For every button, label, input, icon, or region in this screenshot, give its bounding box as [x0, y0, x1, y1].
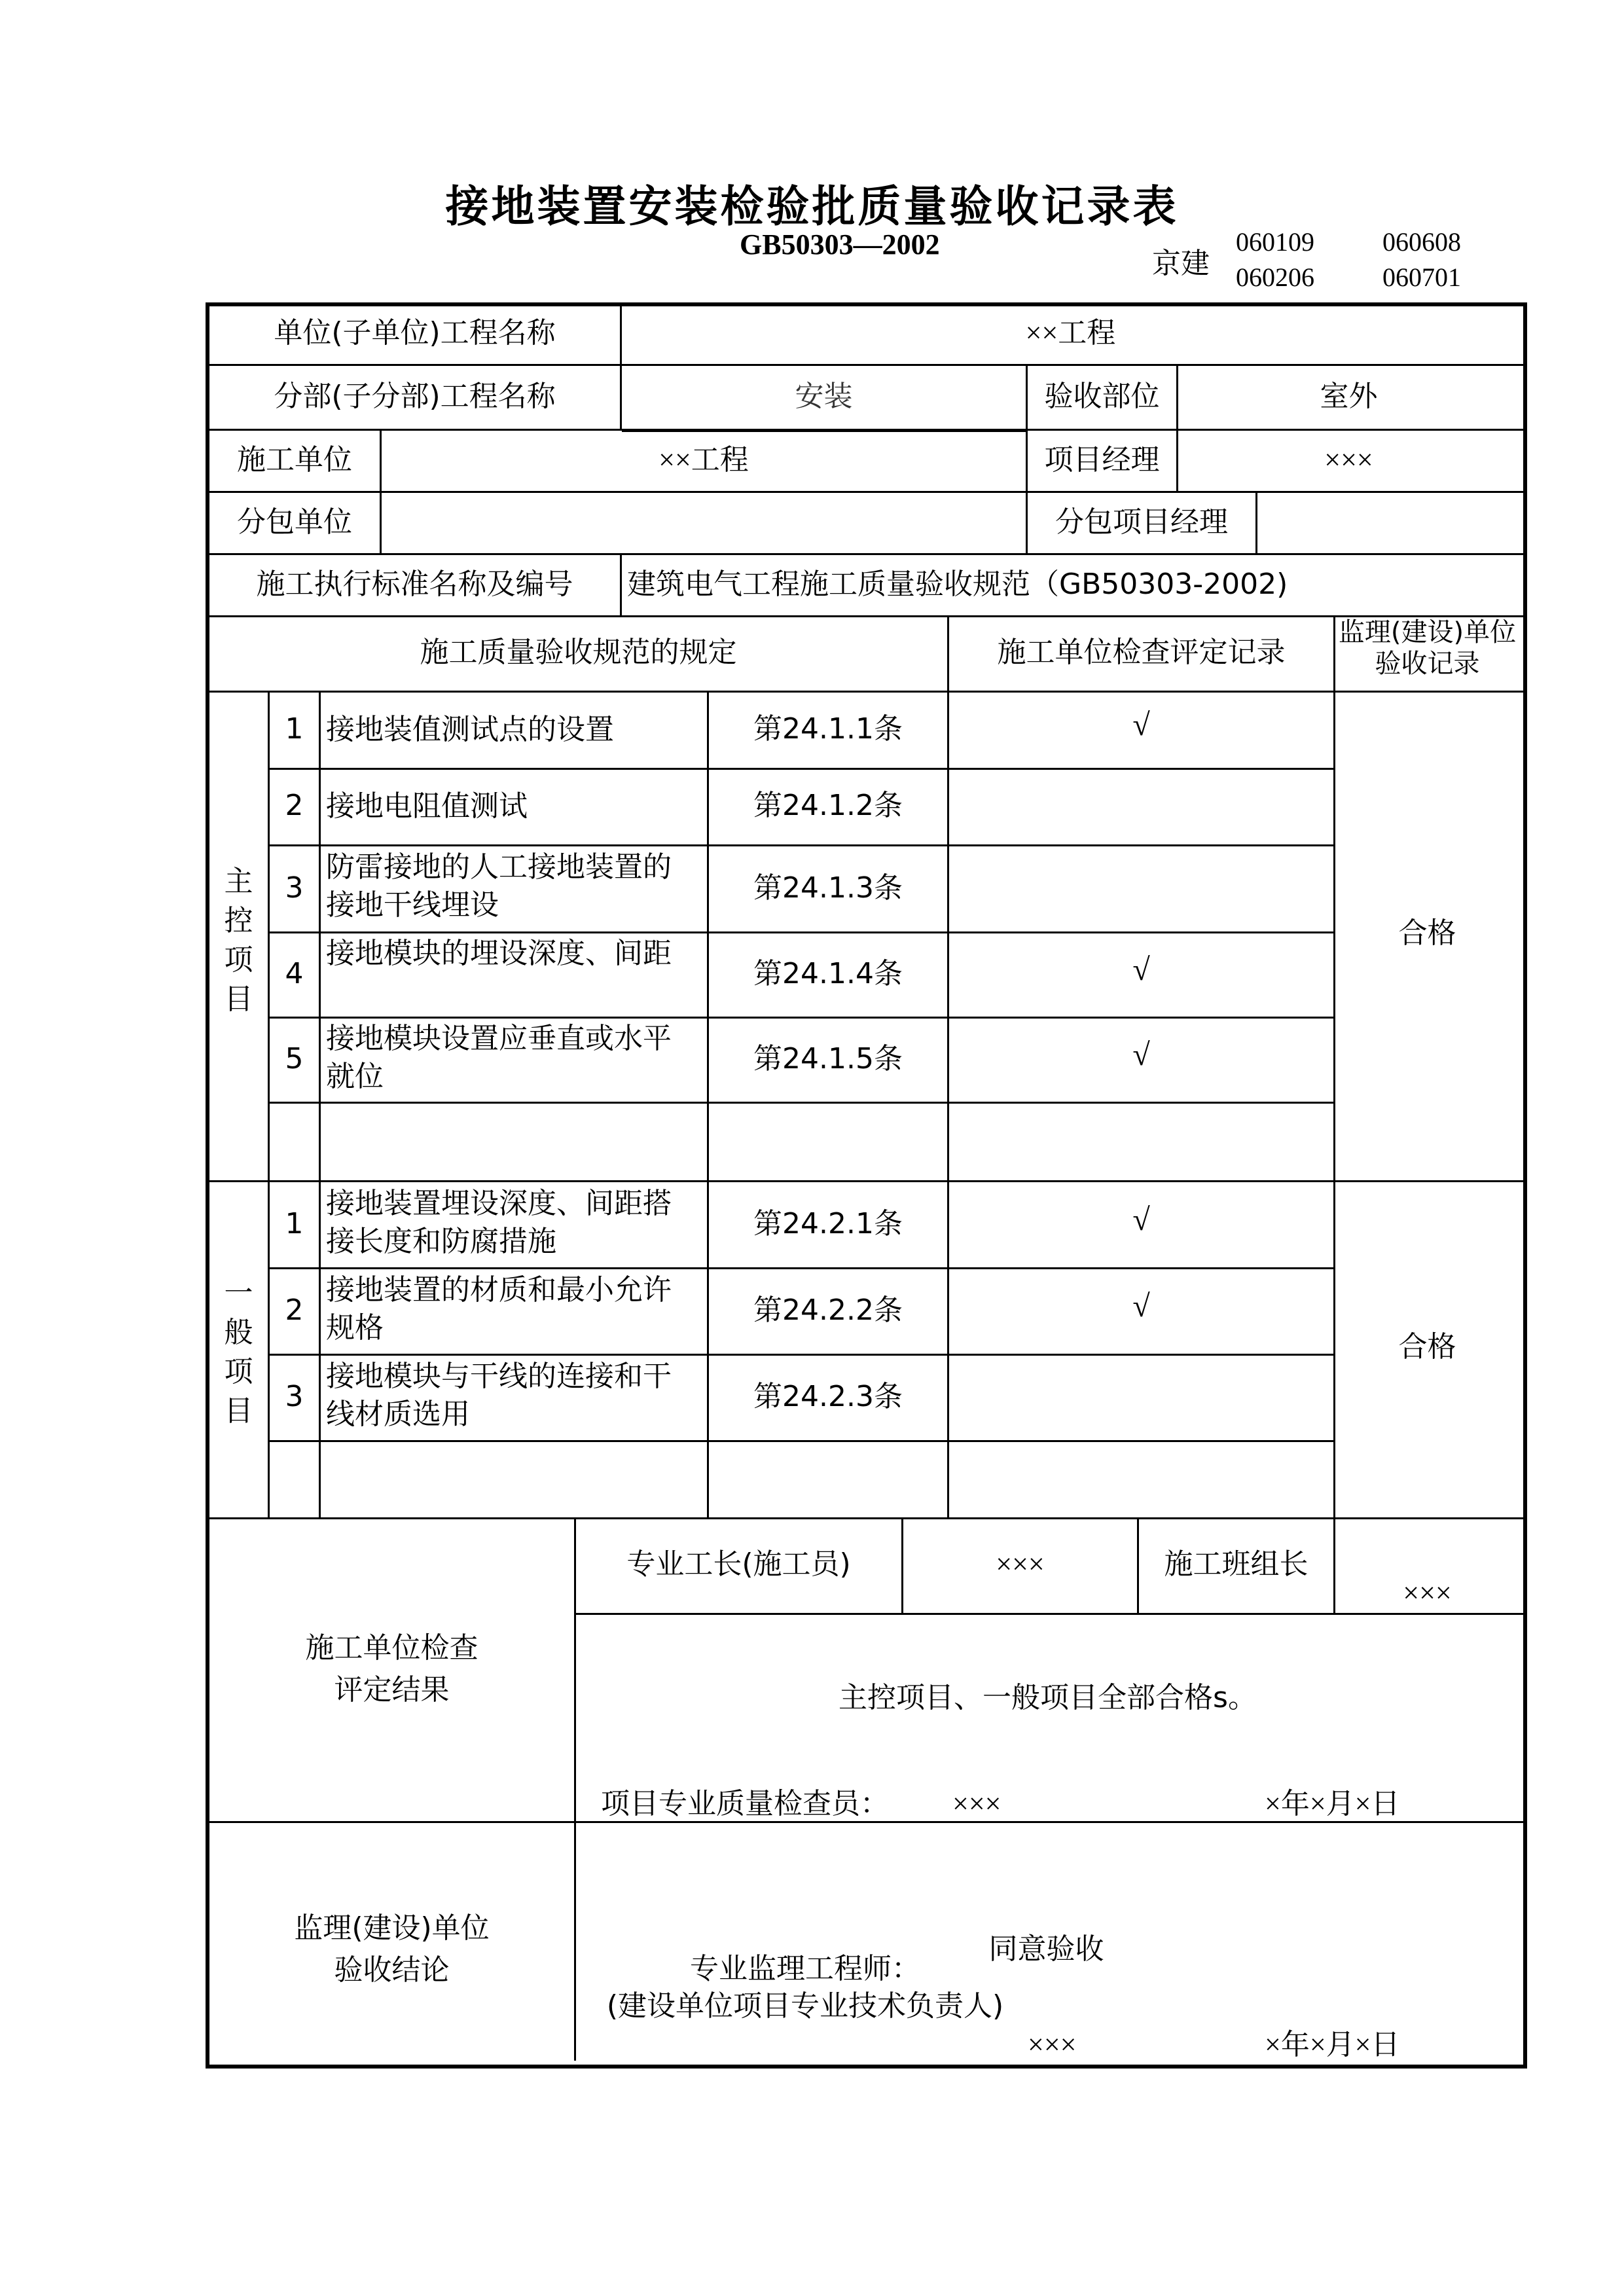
clause-ref: 第24.1.3条 — [753, 871, 903, 905]
row-number: 1 — [285, 712, 304, 746]
quality-inspector-label: 项目专业质量检查员： — [601, 1787, 889, 1820]
supervision-result-text: 同意验收 — [988, 1932, 1104, 1966]
general-items-label: 一 般 项 目 — [224, 1276, 253, 1428]
row-number: 1 — [285, 1207, 304, 1240]
construction-unit-label: 施工单位 — [237, 443, 352, 477]
standard-code: GB50303—2002 — [740, 228, 940, 261]
spec-column-header: 施工质量验收规范的规定 — [420, 636, 737, 669]
sub-project-value: 安装 — [795, 380, 853, 413]
row-number: 2 — [285, 1293, 304, 1327]
item-text: 接地模块与干线的连接和干线材质选用 — [326, 1360, 672, 1431]
supervision-conclusion-label: 监理(建设)单位 验收结论 — [294, 1911, 490, 1987]
form-title: 接地装置安装检验批质量验收记录表 — [445, 181, 1179, 232]
supervision-date: ×年×月×日 — [1265, 2029, 1400, 2061]
acceptance-part-value: 室外 — [1320, 380, 1378, 413]
sub-project-manager-label: 分包项目经理 — [1055, 505, 1228, 539]
supervising-engineer-value: ××× — [1028, 2029, 1077, 2061]
clause-ref: 第24.1.5条 — [753, 1042, 903, 1075]
check-mark: √ — [1132, 1289, 1150, 1324]
clause-ref: 第24.2.2条 — [753, 1293, 903, 1327]
team-leader-label: 施工班组长 — [1164, 1547, 1308, 1581]
item-text: 接地模块设置应垂直或水平就位 — [326, 1022, 672, 1093]
check-mark: √ — [1132, 1038, 1150, 1072]
standard-value: 建筑电气工程施工质量验收规范（GB50303-2002) — [627, 568, 1288, 601]
clause-ref: 第24.1.2条 — [753, 789, 903, 822]
quality-inspector-value: ××× — [952, 1788, 1001, 1820]
item-text: 接地装值测试点的设置 — [326, 713, 614, 746]
item-text: 接地电阻值测试 — [326, 789, 528, 823]
project-manager-value: ××× — [1324, 444, 1373, 476]
inspection-date: ×年×月×日 — [1265, 1788, 1400, 1820]
form-number: 060206 — [1236, 262, 1314, 292]
row-number: 2 — [285, 789, 304, 822]
tech-lead-label: (建设单位项目专业技术负责人) — [606, 1989, 1004, 2023]
project-manager-label: 项目经理 — [1044, 443, 1160, 477]
check-record-column-header: 施工单位检查评定记录 — [997, 636, 1286, 669]
standard-label: 施工执行标准名称及编号 — [256, 568, 573, 601]
supervising-engineer-label: 专业监理工程师： — [690, 1952, 920, 1985]
supervision-column-header: 监理(建设)单位验收记录 — [1338, 617, 1517, 679]
construction-unit-value: ××工程 — [659, 444, 749, 476]
unit-project-label: 单位(子单位)工程名称 — [274, 316, 556, 350]
unit-project-value: ××工程 — [1025, 317, 1116, 349]
sub-project-label: 分部(子分部)工程名称 — [274, 380, 556, 413]
item-text: 接地装置的材质和最小允许规格 — [326, 1273, 672, 1345]
main-items-label: 主 控 项 目 — [224, 865, 253, 1016]
clause-ref: 第24.1.4条 — [753, 957, 903, 990]
clause-ref: 第24.2.1条 — [753, 1207, 903, 1240]
subcontractor-label: 分包单位 — [237, 505, 352, 539]
check-mark: √ — [1132, 952, 1150, 987]
row-number: 4 — [285, 957, 304, 990]
form-number: 060608 — [1382, 227, 1461, 257]
general-items-result: 合格 — [1398, 1330, 1456, 1364]
row-number: 3 — [285, 871, 304, 905]
form-number: 060109 — [1236, 227, 1314, 257]
form-number: 060701 — [1382, 262, 1461, 292]
team-leader-value: ××× — [1403, 1577, 1452, 1609]
construction-result-text: 主控项目、一般项目全部合格s。 — [839, 1681, 1257, 1714]
item-text: 接地模块的埋设深度、间距 — [326, 937, 672, 970]
jing-jian-label: 京建 — [1152, 247, 1210, 280]
construction-check-label: 施工单位检查 评定结果 — [305, 1631, 478, 1707]
item-text: 接地装置埋设深度、间距搭接长度和防腐措施 — [326, 1187, 672, 1258]
main-items-result: 合格 — [1398, 916, 1456, 950]
row-number: 3 — [285, 1380, 304, 1413]
check-mark: √ — [1132, 708, 1150, 742]
row-number: 5 — [285, 1042, 304, 1075]
check-mark: √ — [1132, 1202, 1150, 1237]
clause-ref: 第24.2.3条 — [753, 1380, 903, 1413]
clause-ref: 第24.1.1条 — [753, 712, 903, 746]
foreman-label: 专业工长(施工员) — [626, 1547, 851, 1581]
acceptance-part-label: 验收部位 — [1044, 380, 1160, 413]
item-text: 防雷接地的人工接地装置的接地干线埋设 — [326, 850, 672, 922]
foreman-value: ××× — [996, 1548, 1045, 1580]
